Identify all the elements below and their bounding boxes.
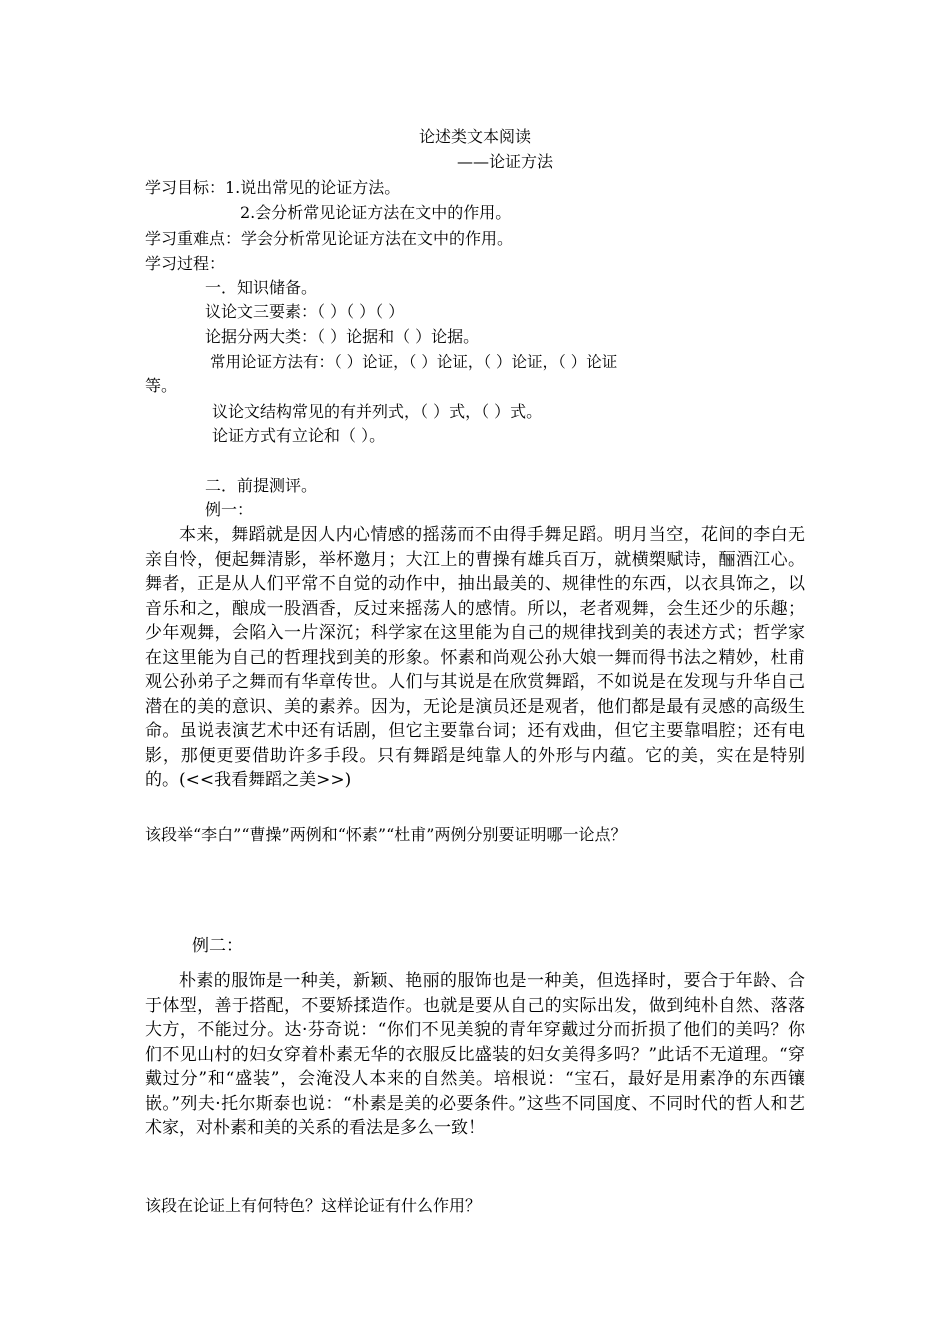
document-subtitle: ——论证方法 [456,152,553,171]
example2-text: 朴素的服饰是一种美，新颖、艳丽的服饰也是一种美，但选择时，要合于年龄、合于体型，善于搭配，不要矫揉造作。也就是要从自己的实际出发，做到纯朴自然、落落大方，不能过分。达·芬奇说：“你们不见美貌的青年穿戴过分而折损了他们的美吗？你们不见山村的妇女穿着朴素无华的衣服反比盛装的妇女美得多吗？”此话不无道理。“穿戴过分”和“盛装”，会淹没人本来的自然美。培根说：“宝石，最好是用素净的东西镶嵌。”列夫·托尔斯泰也说：“朴素是美的必要条件。”这些不同国度、不同时代的哲人和艺术家，对朴素和美的关系的看法是多么一致！ [145,971,805,1138]
knowledge-item-continued: 等。 [145,376,178,395]
knowledge-item: 议论文结构常见的有并列式，（ ）式，（ ）式。 [212,402,543,421]
objectives-line-2: 2.会分析常见论证方法在文中的作用。 [240,203,512,222]
question-2: 该段在论证上有何特色？这样论证有什么作用？ [145,1196,482,1215]
example1-text: 本来，舞蹈就是因人内心情感的摇荡而不由得手舞足蹈。明月当空，花间的李白无亲自怜，便起舞清影，举杯邀月；大江上的曹操有雄兵百万，就横槊赋诗，酾酒江心。舞者，正是从人们平常不自觉的动作中，抽出最美的、规律性的东西，以衣具饰之，以音乐和之，酿成一股酒香，反过来摇荡人的感情。所以，老者观舞，会生还少的乐趣；少年观舞，会陷入一片深沉；科学家在这里能为自己的规律找到美的表述方式；哲学家在这里能为自己的哲理找到美的形象。怀素和尚观公孙大娘一舞而得书法之精妙，杜甫观公孙弟子之舞而有华章传世。人们与其说是在欣赏舞蹈，不如说是在发现与升华自己潜在的美的意识、美的素养。因为，无论是演员还是观者，他们都是最有灵感的高级生命。虽说表演艺术中还有话剧，但它主要靠台词；还有戏曲，但它主要靠唱腔；还有电影，那便更要借助许多手段。只有舞蹈是纯靠人的外形与内蕴。它的美，实在是特别的。(<<我看舞蹈之美>>) [145,525,805,790]
example2-label: 例二： [192,936,243,956]
knowledge-item: 论据分两大类：（ ）论据和（ ）论据。 [205,327,480,346]
knowledge-item: 议论文三要素：（ ）（ ）（ ） [205,302,405,321]
document-title: 论述类文本阅读 [418,127,531,146]
section1-heading: 一．知识储备。 [205,278,318,297]
objectives-line-1: 学习目标：1.说出常见的论证方法。 [145,178,401,197]
knowledge-item: 论证方式有立论和（ ）。 [212,426,386,445]
section2-heading: 二．前提测评。 [205,476,318,495]
process-label: 学习过程： [145,254,226,273]
key-points: 学习重难点：学会分析常见论证方法在文中的作用。 [145,229,514,248]
example1-label: 例一： [205,500,254,519]
knowledge-item: 常用论证方法有：（ ）论证，（ ）论证，（ ）论证，（ ）论证 [210,353,618,371]
question-1: 该段举“李白”“曹操”两例和“怀素”“杜甫”两例分别要证明哪一论点？ [145,825,627,844]
